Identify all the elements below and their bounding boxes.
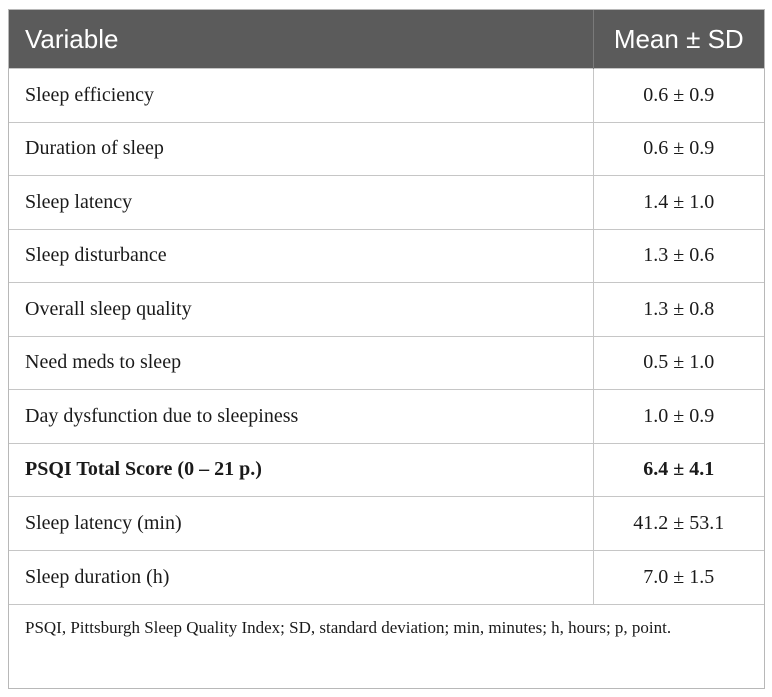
table-row <box>9 550 764 604</box>
row-value: 1.3 ± 0.8 <box>593 283 764 337</box>
row-value: 1.3 ± 0.6 <box>593 229 764 283</box>
row-label: Duration of sleep <box>9 122 593 176</box>
row-label: Sleep latency <box>9 176 593 230</box>
row-label: Sleep disturbance <box>9 229 593 283</box>
table-row <box>9 229 764 283</box>
row-value: 0.6 ± 0.9 <box>593 122 764 176</box>
header-variable: Variable <box>9 10 593 69</box>
psqi-table-container <box>8 9 765 689</box>
row-label: Day dysfunction due to sleepiness <box>9 390 593 444</box>
row-value: 41.2 ± 53.1 <box>593 497 764 551</box>
table-row <box>9 176 764 230</box>
header-mean-sd: Mean ± SD <box>593 10 764 69</box>
row-label: Sleep latency (min) <box>9 497 593 551</box>
row-label: Need meds to sleep <box>9 336 593 390</box>
psqi-table <box>9 10 764 604</box>
table-row <box>9 336 764 390</box>
row-value: 0.5 ± 1.0 <box>593 336 764 390</box>
table-header-row <box>9 10 764 69</box>
row-value: 1.4 ± 1.0 <box>593 176 764 230</box>
table-row <box>9 69 764 123</box>
table-row <box>9 497 764 551</box>
table-row-total <box>9 443 764 497</box>
row-value: 7.0 ± 1.5 <box>593 550 764 604</box>
row-value: 6.4 ± 4.1 <box>593 443 764 497</box>
table-row <box>9 390 764 444</box>
row-value: 1.0 ± 0.9 <box>593 390 764 444</box>
table-footnote: PSQI, Pittsburgh Sleep Quality Index; SD, standard deviation; min, minutes; h, hours; p, point. <box>9 604 764 676</box>
row-label: Overall sleep quality <box>9 283 593 337</box>
table-row <box>9 122 764 176</box>
row-label: Sleep duration (h) <box>9 550 593 604</box>
row-label: Sleep efficiency <box>9 69 593 123</box>
table-row <box>9 283 764 337</box>
row-label: PSQI Total Score (0 – 21 p.) <box>9 443 593 497</box>
row-value: 0.6 ± 0.9 <box>593 69 764 123</box>
